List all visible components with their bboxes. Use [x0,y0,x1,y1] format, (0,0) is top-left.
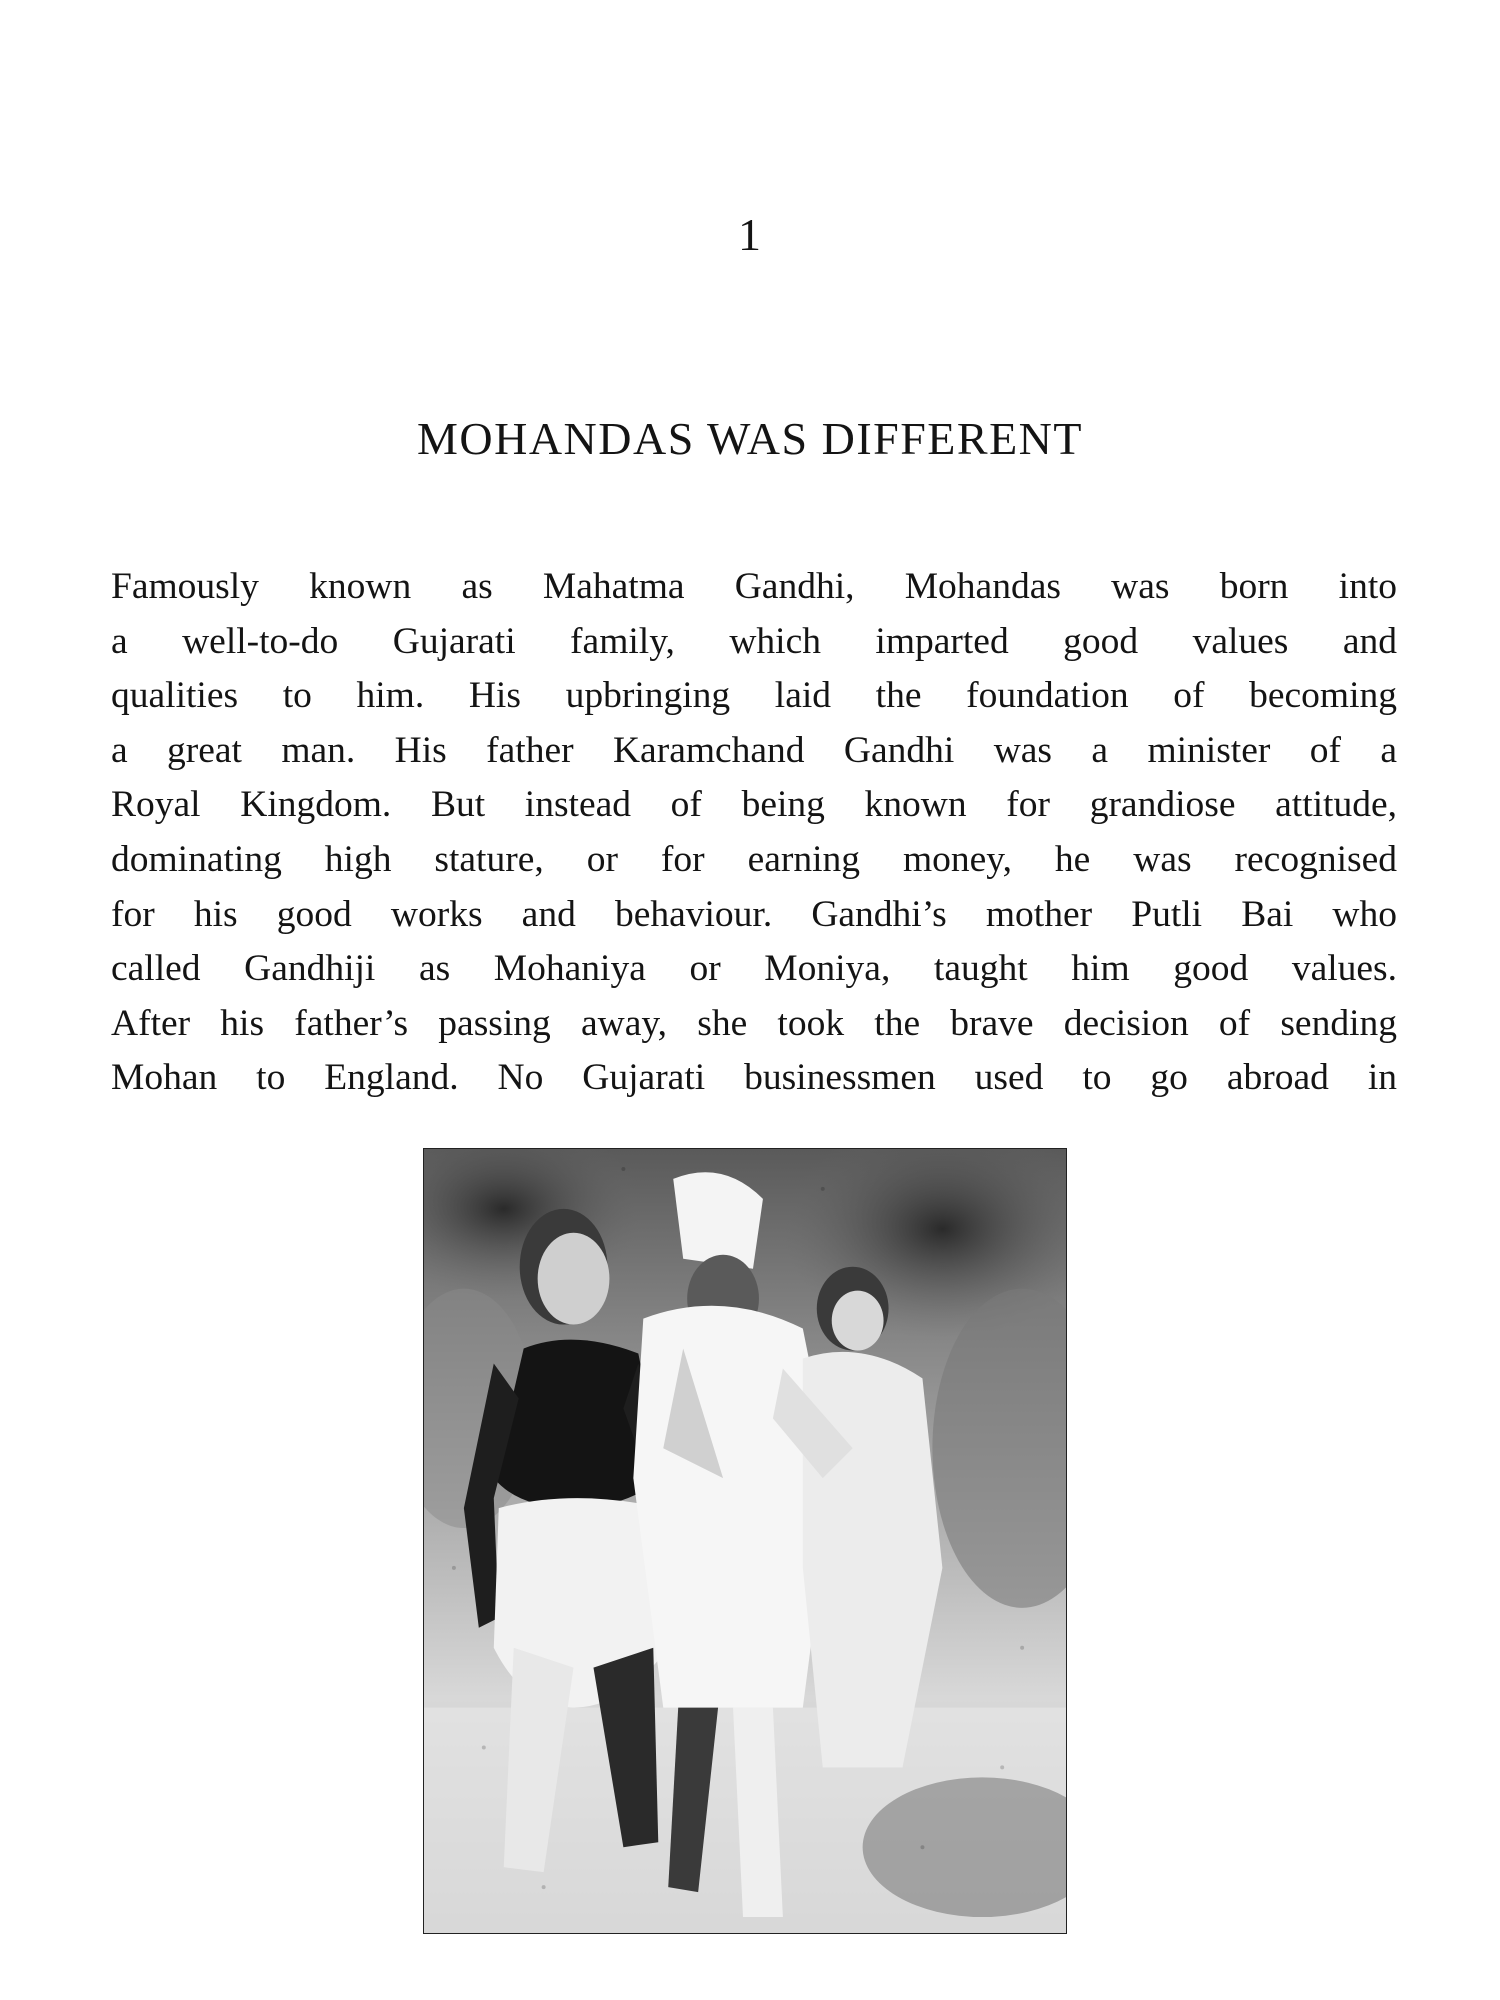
chapter-title: MOHANDAS WAS DIFFERENT [417,412,1083,464]
body-line: a great man. His father Karamchand Gandhi was a minister of a [111,729,1397,771]
body-line: dominating high stature, or for earning money, he was recognised [111,838,1397,880]
photograph-icon [424,1149,1066,1933]
body-line: Mohan to England. No Gujarati businessmen used to go abroad in [111,1057,1397,1099]
chapter-number: 1 [738,209,762,260]
body-line: called Gandhiji as Mohaniya or Moniya, taught him good values. [111,948,1397,990]
body-line: Famously known as Mahatma Gandhi, Mohandas was born into [111,566,1397,607]
body-line: qualities to him. His upbringing laid the foundation of becoming [111,675,1397,717]
body-line: Royal Kingdom. But instead of being known for grandiose attitude, [111,784,1397,826]
body-line: for his good works and behaviour. Gandhi’s mother Putli Bai who [111,893,1397,935]
body-paragraph [111,560,1397,1106]
body-line: a well-to-do Gujarati family, which imparted good values and [111,620,1397,662]
gandhi-photograph [423,1148,1067,1934]
body-line: After his father’s passing away, she took the brave decision of sending [111,1002,1397,1044]
